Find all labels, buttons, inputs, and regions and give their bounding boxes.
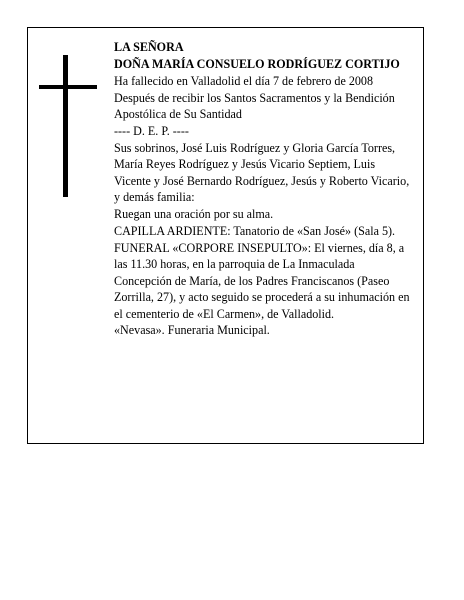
chapel-info: CAPILLA ARDIENTE: Tanatorio de «San José» (Sala 5). <box>114 223 396 238</box>
funeral-info: FUNERAL «CORPORE INSEPULTO»: El viernes, día 8, a las 11.30 horas, en la parroquia de La Inmaculada Concepción de María, de los Padres Franciscanos (Paseo Zorrilla, 27), y acto seguido se procederá a su inhumación en el cementerio de «El Carmen», de Valladolid. <box>114 240 410 321</box>
deceased-name: DOÑA MARÍA CONSUELO RODRÍGUEZ CORTIJO <box>114 56 400 71</box>
cross-vertical-bar <box>63 55 68 197</box>
cross-icon <box>39 55 97 197</box>
obituary-text <box>114 39 412 339</box>
rip-line: ---- D. E. P. ---- <box>114 124 189 139</box>
death-statement: Ha fallecido en Valladolid el día 7 de febrero de 2008 <box>114 73 374 88</box>
sacraments-statement: Después de recibir los Santos Sacramentos y la Bendición Apostólica de Su Santidad <box>114 90 395 122</box>
heading-line-1: LA SEÑORA <box>114 40 184 54</box>
prayer-request: Ruegan una oración por su alma. <box>114 207 274 222</box>
cross-horizontal-bar <box>39 85 97 89</box>
funeral-home: «Nevasa». Funeraria Municipal. <box>114 323 270 338</box>
family-list: Sus sobrinos, José Luis Rodríguez y Gloria García Torres, María Reyes Rodríguez y Jesús Vicario Septiem, Luis Vicente y José Bernardo Rodríguez, Jesús y Roberto Vicario, y demás familia: <box>114 140 410 205</box>
